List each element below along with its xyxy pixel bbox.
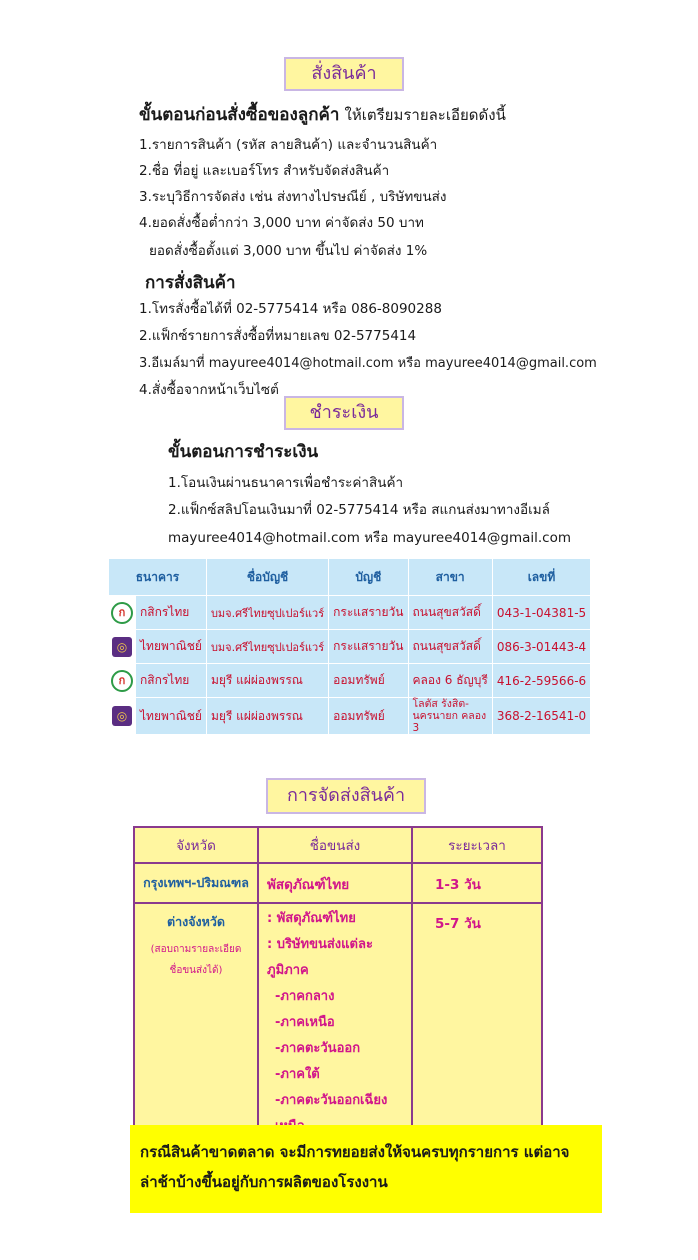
account-type: ออมทรัพย์: [329, 664, 408, 698]
carrier-upcountry-cell: [258, 903, 412, 1147]
bank-name: ไทยพาณิชย์: [136, 698, 207, 735]
province-upcountry: ต่างจังหวัด: [166, 914, 226, 929]
bank-logo-cell: [109, 630, 136, 664]
account-number: 043-1-04381-5: [492, 596, 590, 630]
header-bank: ธนาคาร: [109, 559, 207, 596]
account-type: ออมทรัพย์: [329, 698, 408, 735]
header-branch: สาขา: [408, 559, 492, 596]
province-note: ชื่อขนส่งได้): [169, 965, 223, 976]
bank-name: ไทยพาณิชย์: [136, 630, 207, 664]
payment-item: 1.โอนเงินผ่านธนาคารเพื่อชำระค่าสินค้า: [168, 475, 404, 491]
bank-logo-cell: [109, 664, 136, 698]
duration-upcountry: 5-7 วัน: [412, 903, 542, 1147]
carrier-region: -ภาคกลาง: [275, 989, 335, 1004]
header-duration: ระยะเวลา: [412, 827, 542, 863]
carrier-region: -ภาคเหนือ: [275, 1015, 335, 1030]
header-account-number: เลขที่: [492, 559, 590, 596]
prep-heading: [139, 101, 506, 128]
table-row: [109, 698, 591, 735]
account-type: กระแสรายวัน: [329, 596, 408, 630]
stock-notice: [130, 1125, 602, 1213]
header-account-name: ชื่อบัญชี: [206, 559, 328, 596]
account-name: มยุรี แผ่ผ่องพรรณ: [206, 664, 328, 698]
branch: ถนนสุขสวัสดิ์: [408, 630, 492, 664]
table-row: [134, 903, 542, 1147]
prep-item: ยอดสั่งซื้อตั้งแต่ 3,000 บาท ขึ้นไป ค่าจัดส่ง 1%: [149, 243, 428, 259]
shipping-title: การจัดส่งสินค้า: [266, 778, 426, 814]
kbank-logo-icon: ก: [111, 602, 133, 624]
carrier-region: -ภาคใต้: [275, 1067, 320, 1082]
prep-item: 1.รายการสินค้า (รหัส ลายสินค้า) และจำนวนสินค้า: [139, 137, 438, 153]
table-row: [134, 863, 542, 903]
shipping-table-header: [134, 827, 542, 863]
carrier-item: : บริษัทขนส่งแต่ละภูมิภาค: [267, 937, 373, 978]
how-item: 2.แฟ็กซ์รายการสั่งซื้อที่หมายเลข 02-5775414: [139, 328, 417, 344]
prep-heading-bold: ขั้นตอนก่อนสั่งซื้อของลูกค้า: [139, 105, 340, 125]
account-name: มยุรี แผ่ผ่องพรรณ: [206, 698, 328, 735]
branch: คลอง 6 ธัญบุรี: [408, 664, 492, 698]
table-row: [109, 664, 591, 698]
payment-item: 2.แฟ็กซ์สลิปโอนเงินมาที่ 02-5775414 หรือ สแกนส่งมาทางอีเมล์: [168, 502, 550, 518]
header-carrier: ชื่อขนส่ง: [258, 827, 412, 863]
bank-account-table: [108, 558, 591, 735]
prep-heading-suffix: ให้เตรียมรายละเอียดดังนี้: [344, 106, 506, 124]
prep-item: 4.ยอดสั่งซื้อต่ำกว่า 3,000 บาท ค่าจัดส่ง 50 บาท: [139, 215, 424, 231]
payment-heading: ขั้นตอนการชำระเงิน: [168, 442, 319, 462]
header-province: จังหวัด: [134, 827, 258, 863]
how-heading: การสั่งสินค้า: [145, 273, 236, 293]
bank-name: กสิกรไทย: [136, 664, 207, 698]
bank-table-header: [109, 559, 591, 596]
shipping-table: [133, 826, 543, 1148]
prep-item: 3.ระบุวิธีการจัดส่ง เช่น ส่งทางไปรษณีย์ , บริษัทขนส่ง: [139, 189, 447, 205]
account-type: กระแสรายวัน: [329, 630, 408, 664]
account-number: 086-3-01443-4: [492, 630, 590, 664]
carrier-bangkok: พัสดุภัณฑ์ไทย: [258, 863, 412, 903]
account-number: 368-2-16541-0: [492, 698, 590, 735]
account-number: 416-2-59566-6: [492, 664, 590, 698]
header-account-type: บัญชี: [329, 559, 408, 596]
branch: ถนนสุขสวัสดิ์: [408, 596, 492, 630]
duration-bangkok: 1-3 วัน: [412, 863, 542, 903]
order-title: สั่งสินค้า: [284, 57, 404, 91]
bank-logo-cell: [109, 596, 136, 630]
payment-item: mayuree4014@hotmail.com หรือ mayuree4014@gmail.com: [168, 530, 571, 546]
province-bangkok: กรุงเทพฯ-ปริมณฑล: [134, 863, 258, 903]
how-item: 1.โทรสั่งซื้อได้ที่ 02-5775414 หรือ 086-8090288: [139, 301, 442, 317]
account-name: บมจ.ศรีไทยซุปเปอร์แวร์: [206, 630, 328, 664]
prep-item: 2.ชื่อ ที่อยู่ และเบอร์โทร สำหรับจัดส่งสินค้า: [139, 163, 390, 179]
province-note: (สอบถามรายละเอียด: [150, 944, 242, 955]
table-row: [109, 630, 591, 664]
kbank-logo-icon: ก: [111, 670, 133, 692]
province-upcountry-cell: [134, 903, 258, 1147]
carrier-region: -ภาคตะวันออก: [275, 1041, 361, 1056]
bank-logo-cell: [109, 698, 136, 735]
notice-line: กรณีสินค้าขาดตลาด จะมีการทยอยส่งให้จนครบทุกรายการ แต่อาจ: [140, 1143, 570, 1161]
carrier-item: : พัสดุภัณฑ์ไทย: [267, 911, 356, 926]
table-row: [109, 596, 591, 630]
scb-logo-icon: ◎: [112, 706, 132, 726]
how-item: 3.อีเมล์มาที่ mayuree4014@hotmail.com หรือ mayuree4014@gmail.com: [139, 356, 597, 371]
branch: โลตัส รังสิต-นครนายก คลอง 3: [408, 698, 492, 735]
account-name: บมจ.ศรีไทยซุปเปอร์แวร์: [206, 596, 328, 630]
scb-logo-icon: ◎: [112, 637, 132, 657]
how-item: 4.สั่งซื้อจากหน้าเว็บไซต์: [139, 382, 279, 398]
bank-name: กสิกรไทย: [136, 596, 207, 630]
carrier-region: -ภาคตะวันออกเฉียง: [275, 1093, 388, 1108]
notice-line: ล่าช้าบ้างขึ้นอยู่กับการผลิตของโรงงาน: [140, 1173, 388, 1191]
payment-title: ชำระเงิน: [284, 396, 404, 430]
